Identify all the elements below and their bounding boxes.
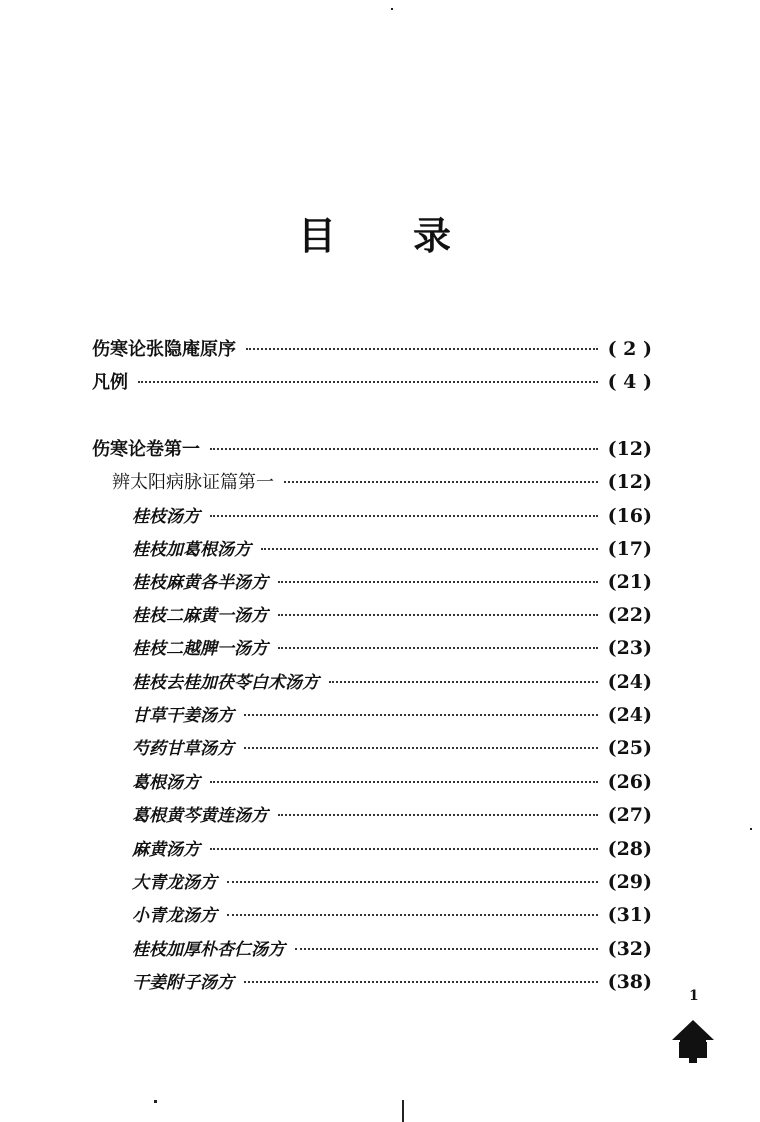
toc-entry-title: 凡例 <box>92 372 128 393</box>
toc-entry-title: 桂枝麻黄各半汤方 <box>132 573 268 593</box>
toc-leader-dots <box>210 848 598 850</box>
toc-leader-dots <box>278 814 598 816</box>
toc-entry[interactable] <box>132 668 652 698</box>
toc-entry-page: (31) <box>607 904 652 926</box>
scan-speck <box>391 8 393 10</box>
toc-entry[interactable] <box>132 968 652 998</box>
toc-entry-title: 大青龙汤方 <box>132 873 217 893</box>
toc-entry[interactable] <box>112 468 652 498</box>
toc-entry-page: (22) <box>607 604 652 626</box>
toc-entry-title: 伤寒论卷第一 <box>92 439 200 460</box>
toc-entry[interactable] <box>92 335 652 365</box>
toc-entry-title: 伤寒论张隐庵原序 <box>92 339 236 360</box>
scan-divider-line <box>402 1100 404 1122</box>
toc-entry-page: (26) <box>607 771 652 793</box>
toc-entry-page: (28) <box>607 838 652 860</box>
toc-entry-title: 桂枝二麻黄一汤方 <box>132 606 268 626</box>
toc-entry-page: (12) <box>607 438 652 460</box>
toc-entry[interactable] <box>132 835 652 865</box>
toc-entry-title: 甘草干姜汤方 <box>132 706 234 726</box>
toc-entry-title: 芍药甘草汤方 <box>132 739 234 759</box>
toc-entry-page: ( 2 ) <box>607 338 652 360</box>
toc-leader-dots <box>246 348 598 350</box>
home-icon[interactable] <box>670 1018 716 1064</box>
page-number: 1 <box>689 988 699 1004</box>
toc-entry[interactable] <box>92 368 652 398</box>
toc-leader-dots <box>227 881 598 883</box>
toc-leader-dots <box>244 714 598 716</box>
toc-leader-dots <box>210 515 598 517</box>
toc-entry-page: ( 4 ) <box>607 371 652 393</box>
toc-entry-title: 桂枝加葛根汤方 <box>132 540 251 560</box>
toc-leader-dots <box>261 548 598 550</box>
toc-entry-page: (12) <box>607 471 652 493</box>
scan-speck <box>154 1100 157 1103</box>
toc-entry-title: 麻黄汤方 <box>132 840 200 860</box>
toc-entry-page: (38) <box>607 971 652 993</box>
toc-entry-page: (23) <box>607 637 652 659</box>
title-char-2: 录 <box>413 214 452 258</box>
toc-entry-page: (21) <box>607 571 652 593</box>
toc-entry[interactable] <box>132 601 652 631</box>
toc-entry-page: (27) <box>607 804 652 826</box>
toc-leader-dots <box>210 448 598 450</box>
toc-entry[interactable] <box>132 901 652 931</box>
toc-entry[interactable] <box>132 535 652 565</box>
toc-leader-dots <box>244 981 598 983</box>
toc-entry-page: (24) <box>607 671 652 693</box>
toc-leader-dots <box>278 647 598 649</box>
toc-entry[interactable] <box>132 701 652 731</box>
toc-leader-dots <box>278 581 598 583</box>
toc-leader-dots <box>329 681 598 683</box>
toc-entry-title: 桂枝二越脾一汤方 <box>132 639 268 659</box>
toc-entry[interactable] <box>132 935 652 965</box>
toc-leader-dots <box>295 948 598 950</box>
toc-entry-page: (16) <box>607 505 652 527</box>
toc-entry-title: 葛根汤方 <box>132 773 200 793</box>
toc-entry-page: (17) <box>607 538 652 560</box>
toc-entry-title: 干姜附子汤方 <box>132 973 234 993</box>
toc-leader-dots <box>138 381 598 383</box>
toc-entry[interactable] <box>132 768 652 798</box>
toc-leader-dots <box>210 781 598 783</box>
toc-leader-dots <box>244 747 598 749</box>
toc-entry[interactable] <box>132 502 652 532</box>
toc-leader-dots <box>284 481 598 483</box>
toc-entry[interactable] <box>132 801 652 831</box>
toc-entry-title: 桂枝加厚朴杏仁汤方 <box>132 940 285 960</box>
toc-entry-page: (24) <box>607 704 652 726</box>
toc-entry-title: 辨太阳病脉证篇第一 <box>112 472 274 493</box>
toc-entry[interactable] <box>132 734 652 764</box>
toc-entry-title: 桂枝去桂加茯苓白术汤方 <box>132 673 319 693</box>
toc-entry[interactable] <box>132 634 652 664</box>
toc-entry-title: 小青龙汤方 <box>132 906 217 926</box>
toc-entry[interactable] <box>132 868 652 898</box>
toc-entry-title: 桂枝汤方 <box>132 507 200 527</box>
toc-entry-page: (29) <box>607 871 652 893</box>
toc-entry[interactable] <box>92 435 652 465</box>
toc-leader-dots <box>278 614 598 616</box>
title-char-1: 目 <box>298 214 337 258</box>
toc-leader-dots <box>227 914 598 916</box>
toc-entry[interactable] <box>132 568 652 598</box>
toc-entry-page: (25) <box>607 737 652 759</box>
toc-entry-page: (32) <box>607 938 652 960</box>
toc-entry-title: 葛根黄芩黄连汤方 <box>132 806 268 826</box>
scan-speck <box>750 828 752 830</box>
